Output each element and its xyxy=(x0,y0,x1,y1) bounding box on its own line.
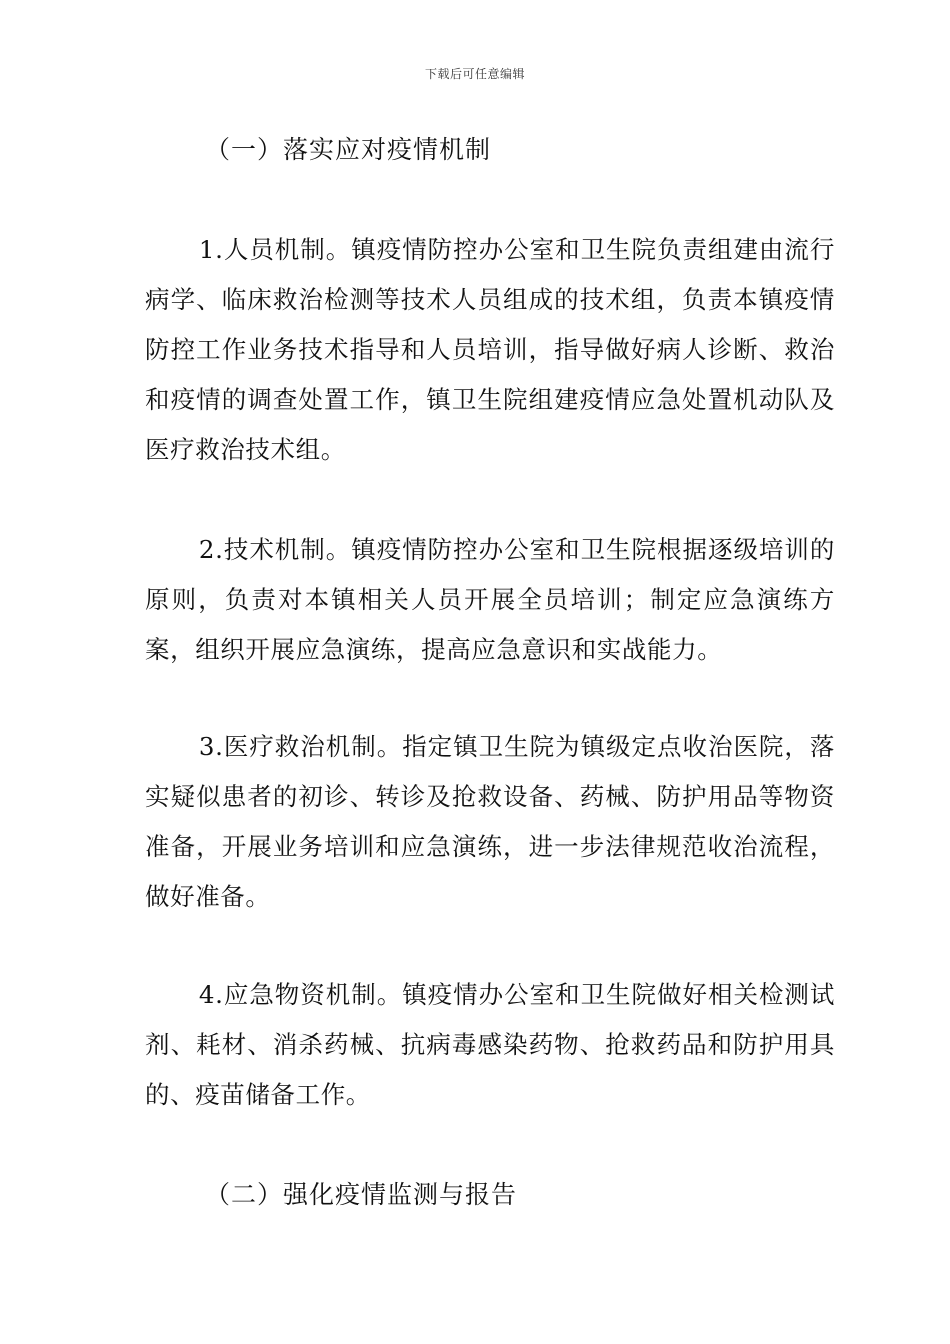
section-heading-1: （一）落实应对疫情机制 xyxy=(205,135,492,164)
paragraph-emergency-supplies-mechanism: 4.应急物资机制。镇疫情办公室和卫生院做好相关检测试剂、耗材、消杀药械、抗病毒感染药物、抢救药品和防护用具的、疫苗储备工作。 xyxy=(145,980,835,1109)
page-header: 下载后可任意编辑 xyxy=(424,67,525,81)
paragraph-personnel-mechanism: 1.人员机制。镇疫情防控办公室和卫生院负责组建由流行病学、临床救治检测等技术人员组成的技术组，负责本镇疫情防控工作业务技术指导和人员培训，指导做好病人诊断、救治和疫情的调查处置工作，镇卫生院组建疫情应急处置机动队及医疗救治技术组。 xyxy=(145,235,835,464)
paragraph-medical-treatment-mechanism: 3.医疗救治机制。指定镇卫生院为镇级定点收治医院，落实疑似患者的初诊、转诊及抢救设备、药械、防护用品等物资准备，开展业务培训和应急演练，进一步法律规范收治流程，做好准备。 xyxy=(145,732,835,911)
section-heading-2: （二）强化疫情监测与报告 xyxy=(205,1180,518,1209)
paragraph-technical-mechanism: 2.技术机制。镇疫情防控办公室和卫生院根据逐级培训的原则，负责对本镇相关人员开展全员培训；制定应急演练方案，组织开展应急演练，提高应急意识和实战能力。 xyxy=(145,535,835,664)
